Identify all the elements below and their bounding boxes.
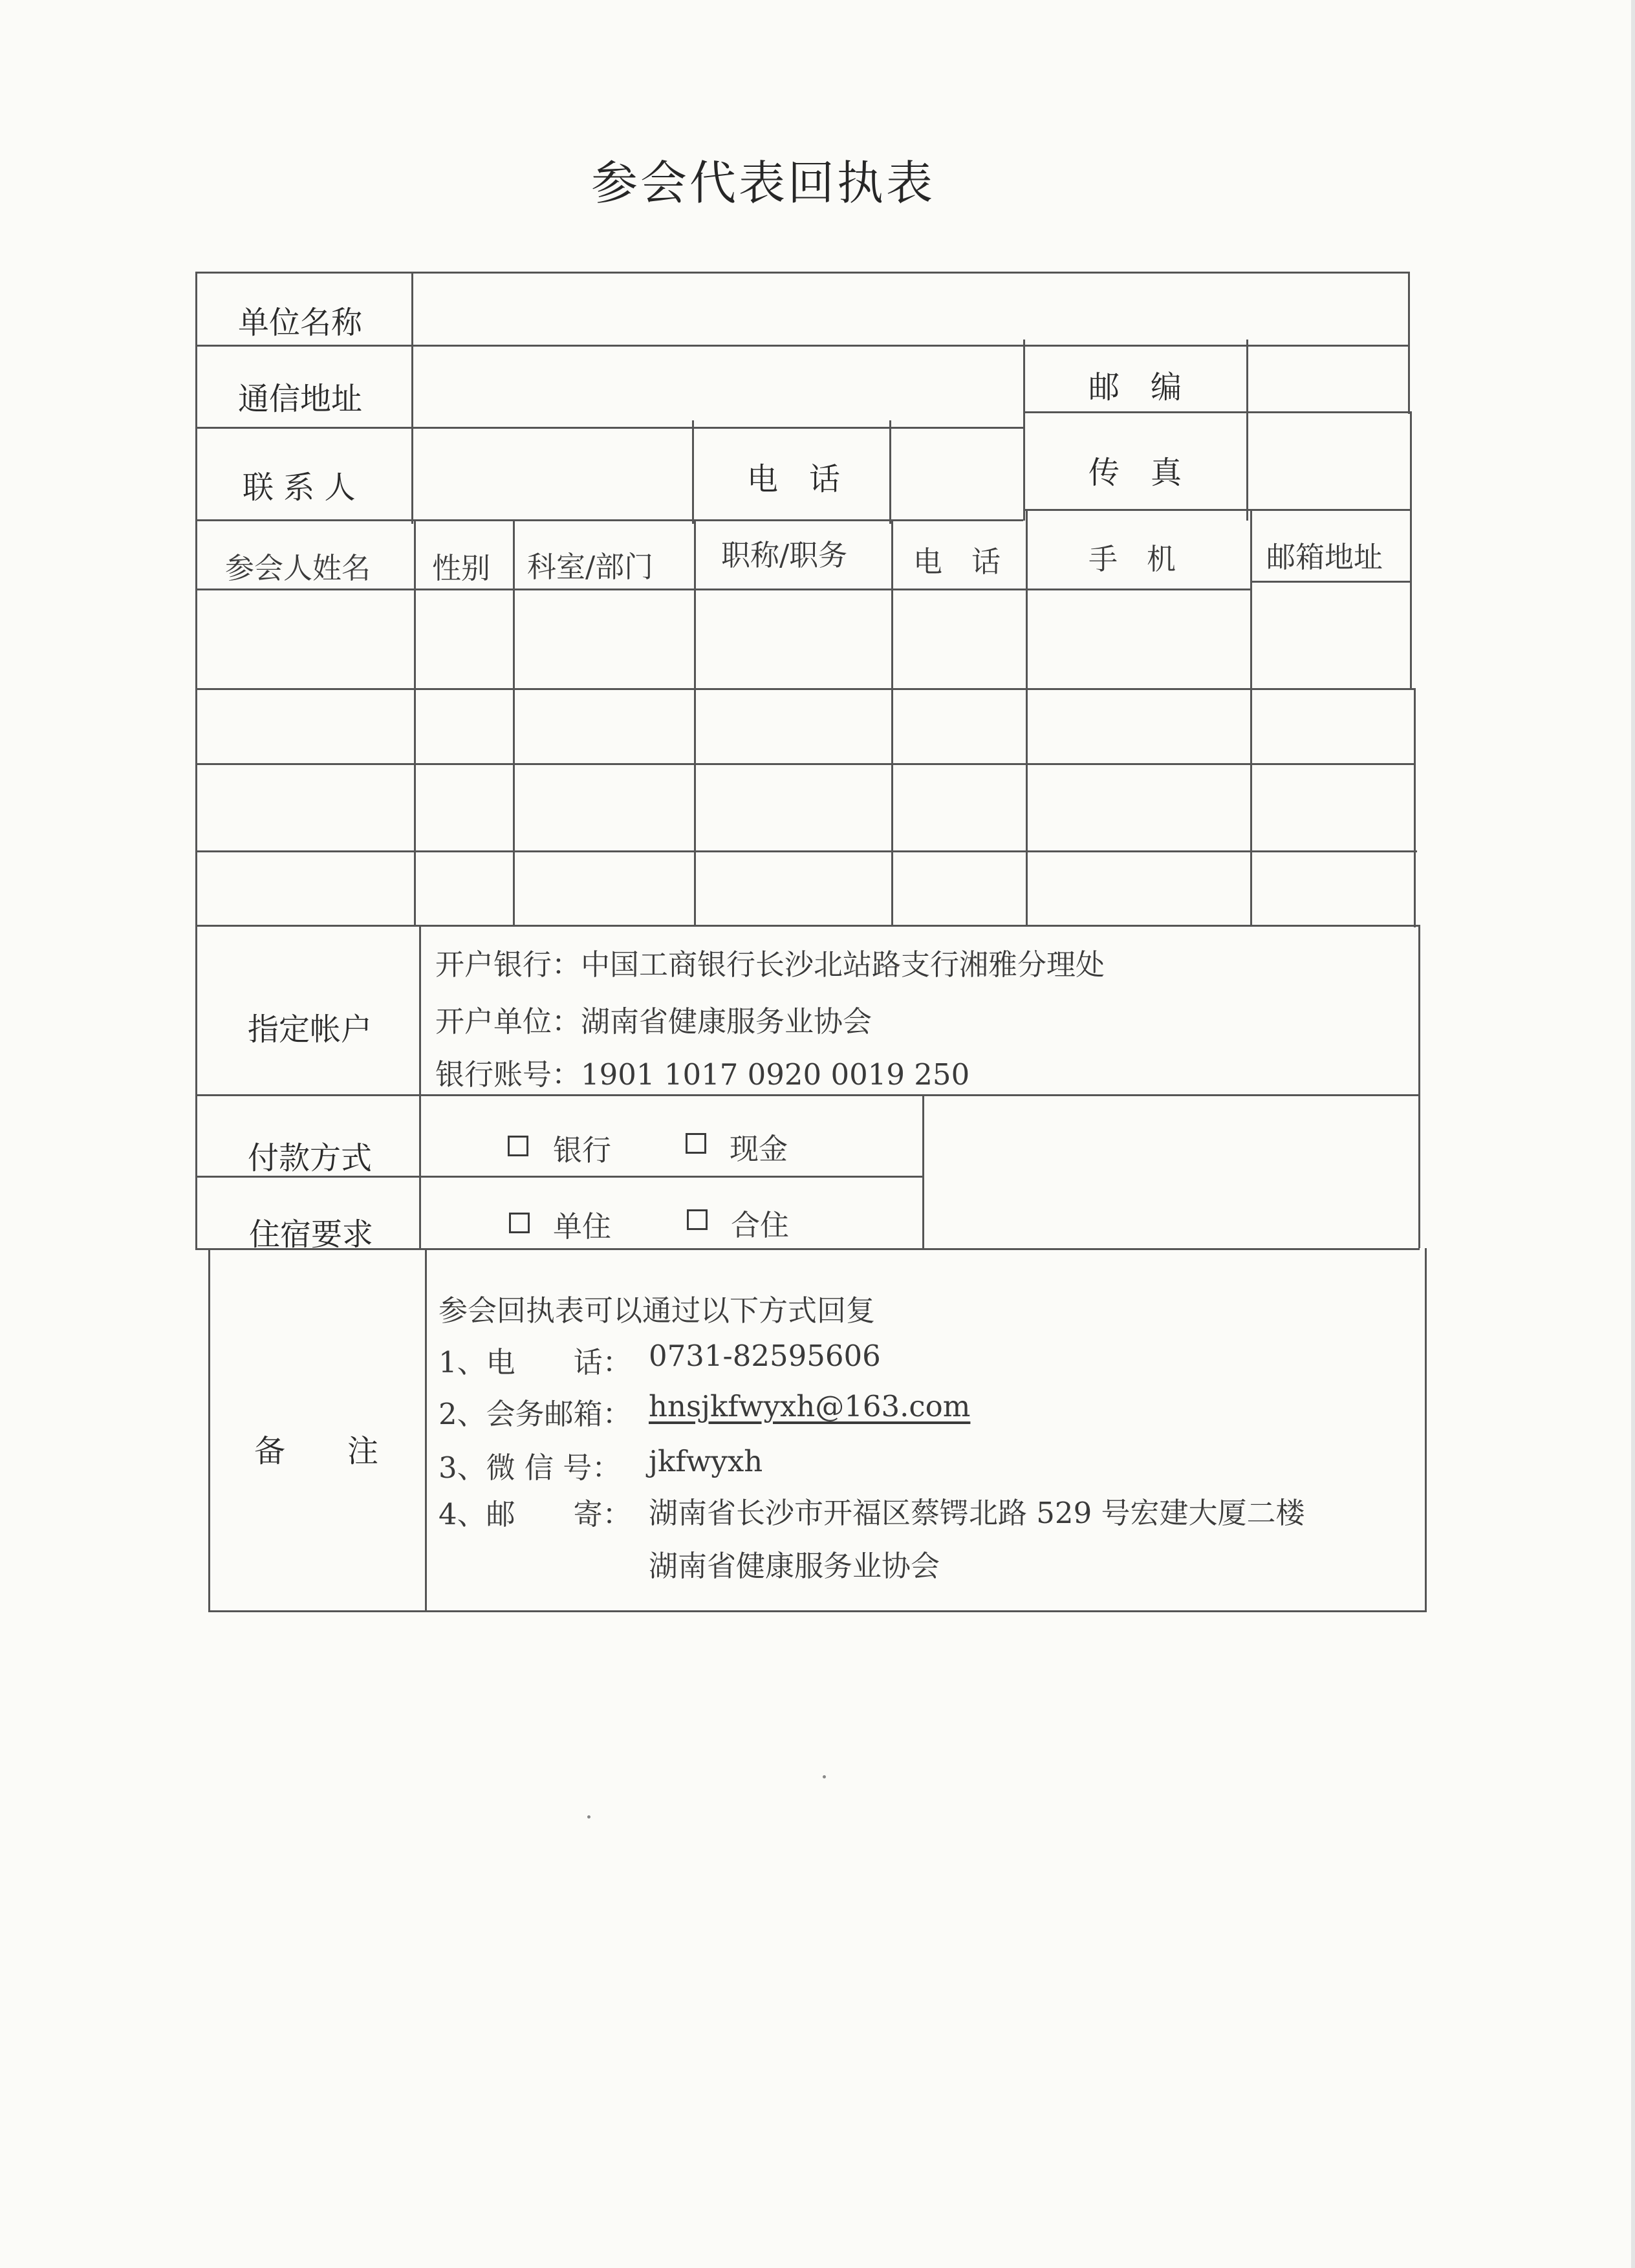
contact-label: 联 系 人 [243, 470, 356, 506]
table-border-bottom [208, 1610, 1427, 1612]
col-divider [411, 272, 413, 524]
row-divider [1023, 509, 1411, 511]
table-cell[interactable] [418, 693, 510, 759]
col-divider [889, 420, 891, 524]
page-title: 参会代表回执表 [590, 156, 935, 210]
table-border-right [1408, 272, 1410, 414]
row-divider [195, 1094, 1420, 1096]
account-bank: 开户银行：中国工商银行长沙北站路支行湘雅分理处 [435, 947, 1105, 982]
col-header-name: 参会人姓名 [225, 551, 371, 585]
lodging-shared-checkbox[interactable] [687, 1209, 708, 1230]
account-label: 指定帐户 [248, 1011, 373, 1048]
table-cell[interactable] [1031, 594, 1247, 684]
lodging-shared-option: 合住 [731, 1208, 790, 1242]
table-cell[interactable] [518, 594, 690, 684]
account-holder: 开户单位：湖南省健康服务业协会 [435, 1004, 872, 1039]
col-divider [694, 519, 696, 927]
table-cell[interactable] [518, 768, 690, 847]
remarks-email-label: 2、会务邮箱： [439, 1397, 632, 1431]
table-cell[interactable] [1031, 768, 1247, 847]
address-label: 通信地址 [238, 381, 363, 417]
remarks-mail-recipient: 湖南省健康服务业协会 [649, 1549, 940, 1583]
account-number: 银行账号：1901 1017 0920 0019 250 [435, 1057, 970, 1092]
remarks-intro: 参会回执表可以通过以下方式回复 [439, 1293, 876, 1328]
scan-speck [587, 1815, 590, 1819]
table-cell[interactable] [1031, 693, 1247, 759]
col-divider [1026, 509, 1028, 927]
contact-input[interactable] [417, 432, 689, 516]
table-cell[interactable] [1255, 693, 1411, 759]
row-divider [195, 1248, 1420, 1250]
col-divider [1250, 509, 1252, 927]
payment-bank-option: 银行 [553, 1133, 612, 1167]
fax-input[interactable] [1252, 416, 1405, 507]
row-divider [195, 427, 1023, 429]
remarks-email-link[interactable]: hnsjkfwyxh@163.com [649, 1389, 971, 1423]
address-input[interactable] [417, 350, 1019, 422]
col-divider [414, 519, 416, 927]
remarks-mail-address: 湖南省长沙市开福区蔡锷北路 529 号宏建大厦二楼 [649, 1496, 1305, 1530]
col-header-gender: 性别 [432, 551, 491, 585]
col-header-phone: 电 话 [913, 545, 1001, 579]
table-cell[interactable] [699, 768, 888, 847]
row-divider [195, 850, 1417, 852]
table-cell[interactable] [518, 856, 690, 922]
table-cell[interactable] [518, 693, 690, 759]
col-divider [1246, 340, 1248, 521]
table-cell[interactable] [199, 594, 409, 684]
table-cell[interactable] [896, 768, 1023, 847]
remarks-wechat-label: 3、微 信 号： [439, 1451, 622, 1485]
row-divider [195, 763, 1416, 765]
table-cell[interactable] [699, 594, 888, 684]
remarks-label: 备 注 [254, 1433, 379, 1469]
row-divider [195, 519, 1023, 521]
postcode-label: 邮 编 [1088, 369, 1182, 405]
col-divider [922, 1094, 924, 1248]
lodging-single-option: 单住 [553, 1209, 612, 1244]
row-divider [195, 688, 1414, 690]
lodging-label: 住宿要求 [249, 1216, 374, 1253]
remarks-phone-label: 1、电 话： [439, 1345, 632, 1379]
table-border-right [1425, 1248, 1427, 1612]
row-divider [195, 345, 1409, 347]
table-cell[interactable] [1031, 856, 1247, 922]
table-border-right [1418, 925, 1420, 1248]
scan-edge [1631, 0, 1635, 2268]
row-divider [1251, 581, 1411, 583]
col-divider [1023, 340, 1025, 521]
table-cell[interactable] [1255, 768, 1411, 847]
table-cell[interactable] [199, 693, 409, 759]
remarks-mail-label: 4、邮 寄： [439, 1497, 632, 1531]
table-border-top [195, 272, 1409, 274]
col-divider [419, 925, 421, 1248]
table-cell[interactable] [699, 856, 888, 922]
fax-label: 传 真 [1088, 455, 1182, 491]
payment-cash-checkbox[interactable] [686, 1133, 706, 1154]
col-header-title: 职称/职务 [721, 538, 848, 572]
table-cell[interactable] [418, 856, 510, 922]
table-cell[interactable] [896, 693, 1023, 759]
table-cell[interactable] [418, 768, 510, 847]
row-divider [1023, 411, 1409, 413]
remarks-phone-value: 0731-82595606 [649, 1339, 881, 1373]
table-cell[interactable] [1255, 856, 1411, 922]
scan-speck [823, 1775, 826, 1778]
table-cell[interactable] [699, 693, 888, 759]
payment-cash-option: 现金 [730, 1132, 788, 1166]
table-border-left [195, 272, 197, 1248]
col-divider [513, 519, 515, 927]
table-cell[interactable] [896, 856, 1023, 922]
col-header-mobile: 手 机 [1088, 542, 1176, 576]
row-divider [195, 925, 1418, 927]
unit-name-label: 单位名称 [238, 305, 363, 341]
table-cell[interactable] [199, 768, 409, 847]
table-cell[interactable] [199, 856, 409, 922]
col-header-email: 邮箱地址 [1266, 540, 1383, 574]
table-border-left [208, 1248, 210, 1612]
table-border-right [1414, 688, 1416, 927]
table-cell[interactable] [1255, 594, 1411, 684]
remarks-wechat-value: jkfwyxh [649, 1444, 763, 1478]
row-divider [195, 589, 1251, 590]
col-divider [692, 420, 694, 524]
phone-input[interactable] [894, 432, 1021, 516]
lodging-single-checkbox[interactable] [509, 1213, 530, 1233]
payment-label: 付款方式 [248, 1140, 373, 1176]
table-cell[interactable] [418, 594, 510, 684]
phone-label: 电 话 [747, 461, 841, 497]
col-divider [425, 1248, 427, 1612]
postcode-input[interactable] [1252, 345, 1405, 409]
table-cell[interactable] [896, 594, 1023, 684]
col-header-department: 科室/部门 [527, 550, 654, 584]
payment-bank-checkbox[interactable] [508, 1136, 528, 1156]
unit-name-input[interactable] [417, 277, 1403, 341]
col-divider [891, 519, 893, 927]
